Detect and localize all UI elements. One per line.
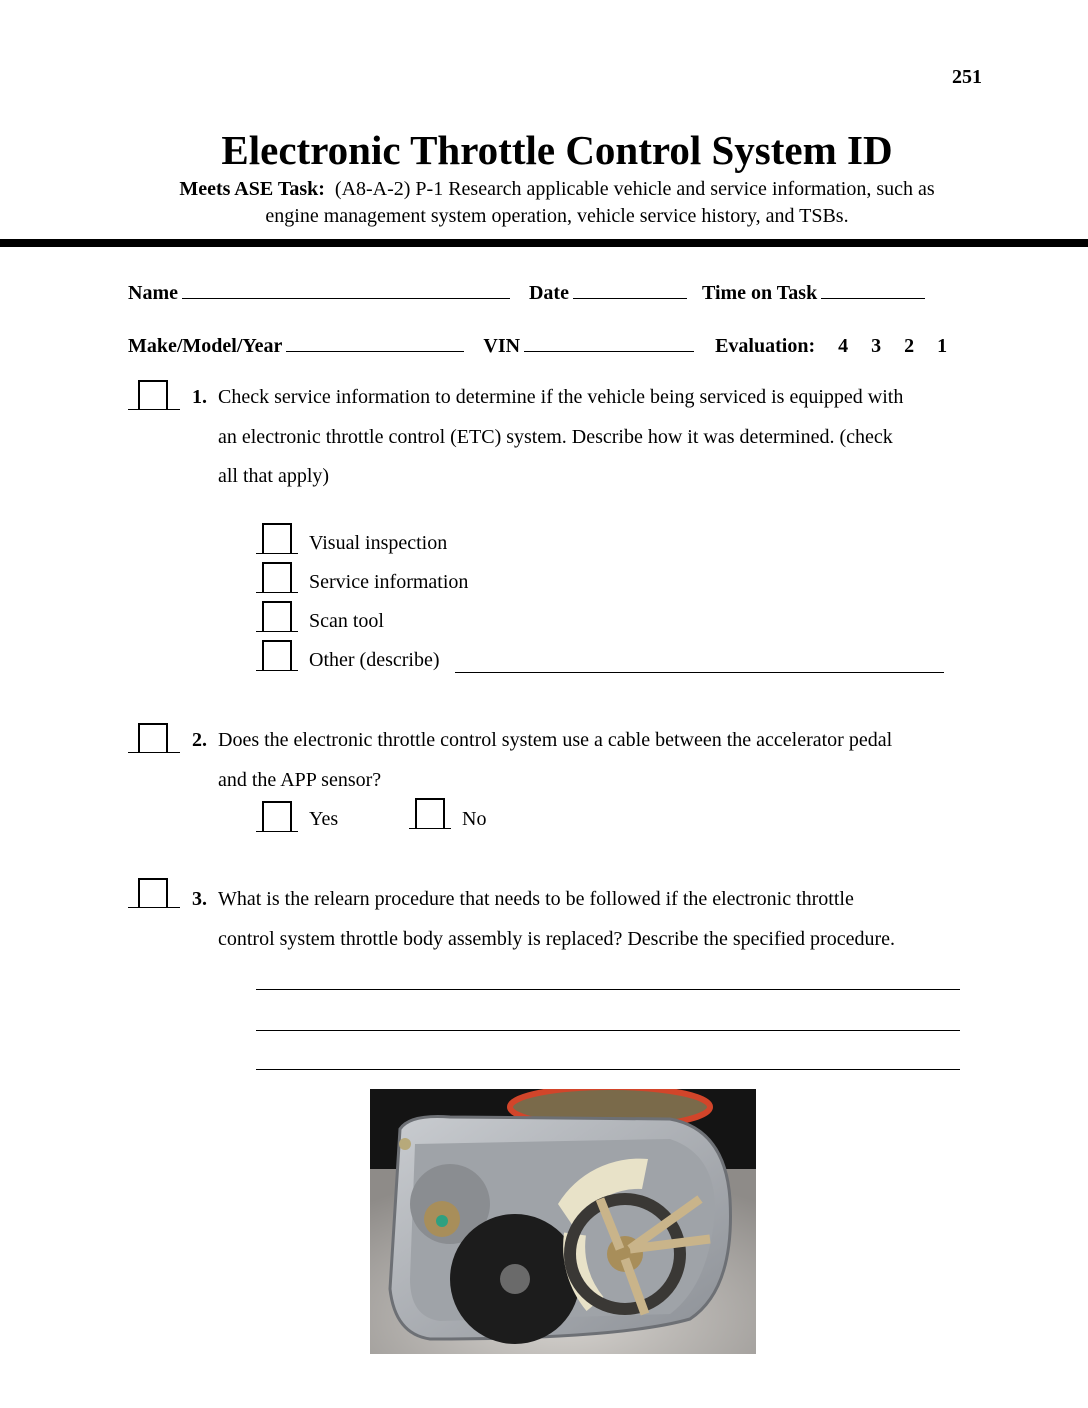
- page-title: Electronic Throttle Control System ID: [221, 127, 893, 173]
- option-other-checkbox[interactable]: [256, 639, 298, 671]
- option-no-label: No: [462, 808, 487, 830]
- option-other-label: Other (describe): [309, 649, 440, 671]
- option-other-describe-field[interactable]: [455, 672, 944, 673]
- question-3: [192, 880, 978, 959]
- make-model-year-label: Make/Model/Year: [128, 335, 283, 357]
- evaluation-label: Evaluation:: [715, 335, 816, 357]
- time-on-task-field[interactable]: [821, 280, 925, 299]
- checkbox-square-icon: [138, 878, 168, 908]
- question-1: [192, 378, 978, 497]
- date-label: Date: [528, 282, 569, 304]
- question-2: [192, 721, 978, 800]
- option-service-information-checkbox[interactable]: [256, 561, 298, 593]
- checkbox-square-icon: [138, 380, 168, 410]
- option-visual-inspection-checkbox[interactable]: [256, 522, 298, 554]
- info-row-2: [128, 333, 947, 358]
- question-2-line-1: Does the electronic throttle control system use a cable between the accelerator pedal: [218, 729, 893, 751]
- question-1-number: 1.: [192, 386, 207, 408]
- option-yes-checkbox[interactable]: [256, 800, 298, 832]
- answer-line-1[interactable]: [256, 989, 960, 990]
- name-label: Name: [128, 282, 178, 304]
- evaluation-score-3[interactable]: 3: [871, 335, 882, 357]
- question-2-number: 2.: [192, 729, 207, 751]
- date-field[interactable]: [573, 280, 687, 299]
- name-field[interactable]: [182, 280, 510, 299]
- answer-line-3[interactable]: [256, 1069, 960, 1070]
- time-on-task-label: Time on Task: [701, 282, 818, 304]
- option-visual-inspection-label: Visual inspection: [309, 532, 448, 554]
- question-3-number: 3.: [192, 888, 207, 910]
- question-3-checkbox[interactable]: [128, 874, 180, 908]
- task-text-line1: (A8-A-2) P-1 Research applicable vehicle and service information, such as: [334, 178, 935, 200]
- question-2-line-2: and the APP sensor?: [218, 768, 382, 791]
- checkbox-square-icon: [138, 723, 168, 753]
- question-2-checkbox[interactable]: [128, 719, 180, 753]
- question-3-line-2: control system throttle body assembly is replaced? Describe the specified procedure.: [218, 927, 895, 950]
- header-divider: [0, 239, 1088, 247]
- option-service-information-label: Service information: [309, 571, 469, 593]
- throttle-body-illustration-icon: [370, 1089, 756, 1354]
- answer-line-2[interactable]: [256, 1030, 960, 1031]
- option-no-checkbox[interactable]: [409, 797, 451, 829]
- task-text-line2: engine management system operation, vehicle service history, and TSBs.: [265, 205, 849, 227]
- question-1-checkbox[interactable]: [128, 376, 180, 410]
- vin-field[interactable]: [524, 333, 694, 352]
- question-3-line-1: What is the relearn procedure that needs to be followed if the electronic throttle: [218, 888, 854, 910]
- question-1-line-1: Check service information to determine if the vehicle being serviced is equipped with: [218, 386, 904, 408]
- task-label: Meets ASE Task:: [179, 178, 325, 200]
- evaluation-score-1[interactable]: 1: [937, 335, 948, 357]
- evaluation-score-2[interactable]: 2: [904, 335, 915, 357]
- info-row-1: [128, 280, 929, 305]
- vin-label: VIN: [483, 335, 521, 357]
- throttle-body-photo: [370, 1089, 756, 1354]
- page-number: 251: [952, 66, 982, 88]
- question-1-line-2: an electronic throttle control (ETC) system. Describe how it was determined. (check: [218, 425, 893, 448]
- question-1-line-3: all that apply): [218, 465, 330, 487]
- option-scan-tool-checkbox[interactable]: [256, 600, 298, 632]
- evaluation-score-4[interactable]: 4: [838, 335, 849, 357]
- option-scan-tool-label: Scan tool: [309, 610, 384, 632]
- ase-task-description: [0, 176, 1088, 230]
- option-yes-label: Yes: [309, 808, 339, 830]
- make-model-year-field[interactable]: [286, 333, 464, 352]
